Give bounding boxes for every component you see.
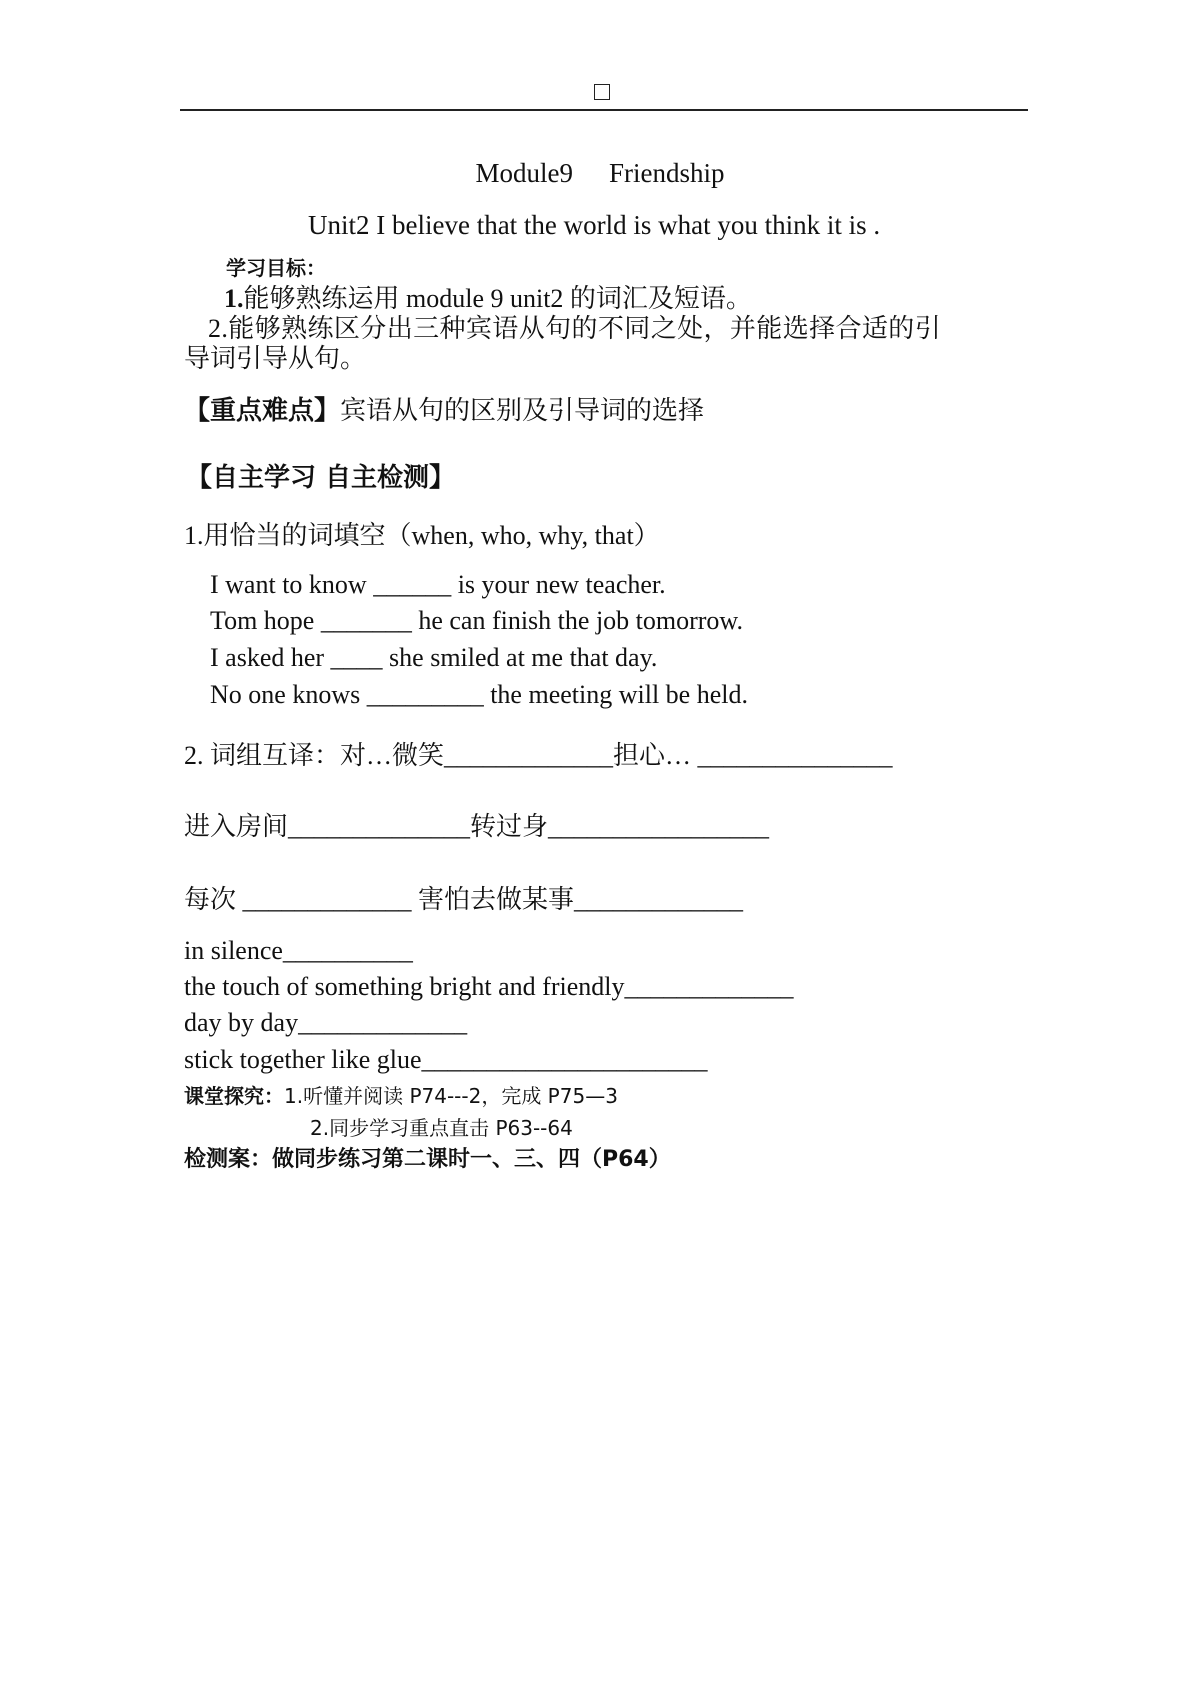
header-mark [594,84,610,100]
goal-item-1-num: 1. [224,284,244,313]
key-points-label: 【重点难点】 [184,396,341,426]
check-section: 检测案：做同步练习第二课时一、三、四（P64） [184,1147,671,1172]
goal-item-1-text: 能够熟练运用 module 9 unit2 的词汇及短语。 [243,284,752,313]
phrase-item: in silence__________ [184,936,413,965]
goal-item-2-line2: 导词引导从句。 [184,344,367,373]
exercise-1-sentence: Tom hope _______ he can finish the job tomorrow. [210,606,744,635]
phrase-item: the touch of something bright and friendly_____________ [184,972,794,1001]
explore-section [184,1080,618,1109]
phrase-item: stick together like glue______________________ [184,1045,708,1074]
exercise-2-row: 进入房间______________转过身_________________ [184,812,770,841]
explore-item-2: 2.同步学习重点直击 P63--64 [310,1116,573,1140]
explore-item-1: 1.听懂并阅读 P74---2，完成 P75—3 [284,1084,618,1108]
explore-label: 课堂探究： [184,1084,284,1108]
module-label: Module9 [475,158,573,188]
self-study-heading: 【自主学习 自主检测】 [186,463,456,493]
phrase-item: day by day_____________ [184,1008,468,1037]
key-points [184,390,704,427]
goal-item-2-line1: 2.能够熟练区分出三种宾语从句的不同之处，并能选择合适的引 [208,314,942,343]
header-rule [180,109,1028,111]
topic-label: Friendship [608,158,725,188]
unit-subtitle: Unit2 I believe that the world is what you think it is . [308,210,881,240]
exercise-1-prompt: 1.用恰当的词填空（when, who, why, that） [184,521,660,550]
exercise-1-sentence: I asked her ____ she smiled at me that day. [210,643,658,672]
goals-heading: 学习目标： [226,256,326,280]
exercise-1-sentence: I want to know ______ is your new teacher. [210,570,666,599]
exercise-1-sentence: No one knows _________ the meeting will be held. [210,680,748,709]
page-title [0,158,1200,189]
exercise-2-row: 2. 词组互译：对…微笑_____________担心… _______________ [184,741,893,770]
key-points-text: 宾语从句的区别及引导词的选择 [340,396,705,425]
exercise-2-row: 每次 _____________ 害怕去做某事_____________ [184,885,744,914]
